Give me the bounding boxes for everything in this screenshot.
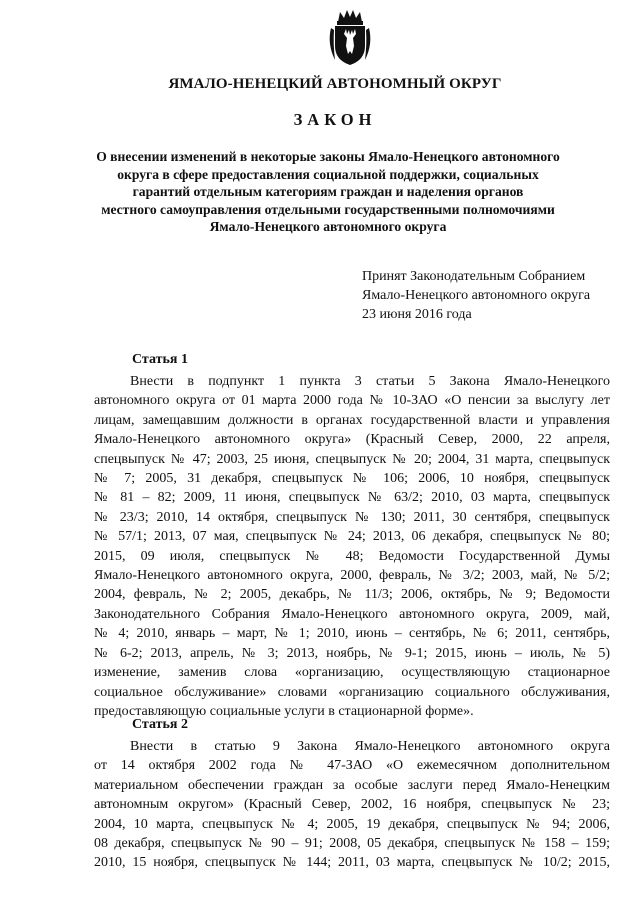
text-line: автономным округом» (Красный Север, 2002, 16 ноября, спецвыпуск № 23; <box>94 797 610 813</box>
law-title <box>78 148 578 236</box>
text-line: 2010, 15 ноября, спецвыпуск № 144; 2011, 03 марта, спецвыпуск № 10/2; 2015, <box>94 855 610 871</box>
text-line: от 14 октября 2002 года № 47-ЗАО «О ежемесячном дополнительном <box>94 758 610 774</box>
text-line: предоставляющую социальные услуги в стационарной форме». <box>94 703 474 719</box>
article-2-heading: Статья 2 <box>132 717 188 732</box>
text-line: 2004, 10 марта, спецвыпуск № 4; 2005, 19 декабря, спецвыпуск № 94; 2006, <box>94 816 610 832</box>
law-title-line: О внесении изменений в некоторые законы Ямало-Ненецкого автономного <box>96 149 560 164</box>
document-type: ЗАКОН <box>293 110 377 129</box>
article-1-heading: Статья 1 <box>132 352 188 367</box>
coat-of-arms-icon <box>325 8 375 68</box>
law-title-line: гарантий отдельным категориям граждан и наделения органов <box>132 184 524 199</box>
law-title-line: округа в сфере предоставления социальной поддержки, социальных <box>117 166 539 182</box>
text-line: 2004, февраль, № 2; 2005, декабрь, № 11/3; 2006, октябрь, № 9; Ведомости <box>94 587 610 603</box>
text-line: автономного округа от 01 марта 2000 года № 10-ЗАО «О пенсии за выслугу лет <box>94 393 610 409</box>
text-line: спецвыпуск № 47; 2003, 25 июня, спецвыпуск № 20; 2004, 31 марта, спецвыпуск <box>94 451 610 467</box>
law-title-line: Ямало-Ненецкого автономного округа <box>209 219 447 234</box>
article-2-text <box>94 737 610 873</box>
text-line: 2015, 09 июля, спецвыпуск № 48; Ведомости Государственной Думы <box>94 548 610 564</box>
text-line: № 6-2; 2013, апрель, № 3; 2013, ноябрь, № 9-1; 2015, июнь – июль, № 5) <box>94 645 610 661</box>
region-name: ЯМАЛО-НЕНЕЦКИЙ АВТОНОМНЫЙ ОКРУГ <box>168 76 502 92</box>
text-line: 08 декабря, спецвыпуск № 90 – 91; 2008, 05 декабря, спецвыпуск № 158 – 159; <box>94 836 610 852</box>
text-line: Ямало-Ненецкого автономного округа» (Красный Север, 2000, 22 апреля, <box>94 432 610 448</box>
adoption-line: 23 июня 2016 года <box>362 307 472 322</box>
adoption-note <box>362 267 590 324</box>
text-line: социальное обслуживание» словами «организацию социального обслуживания, <box>94 684 610 700</box>
text-line: Внести в статью 9 Закона Ямало-Ненецкого автономного округа <box>130 739 610 754</box>
law-title-line: местного самоуправления отдельными государственными полномочиями <box>101 201 555 217</box>
text-line: лицам, замещавшим должности в органах государственной власти и управления <box>94 412 610 428</box>
text-line: Законодательного Собрания Ямало-Ненецкого автономного округа, 2009, май, <box>94 606 610 622</box>
text-line: Ямало-Ненецкого автономного округа, 2000, февраль, № 3/2; 2003, май, № 5/2; <box>94 568 610 584</box>
adoption-line: Принят Законодательным Собранием <box>362 269 586 284</box>
text-line: материальном обеспечении граждан за особые заслуги перед Ямало-Ненецким <box>94 777 610 793</box>
article-1-text <box>94 372 610 721</box>
adoption-line: Ямало-Ненецкого автономного округа <box>362 288 591 303</box>
text-line: № 57/1; 2013, 07 мая, спецвыпуск № 24; 2013, 06 декабря, спецвыпуск № 80; <box>94 529 610 545</box>
text-line: № 4; 2010, январь – март, № 1; 2010, июнь – сентябрь, № 6; 2011, сентябрь, <box>94 626 610 642</box>
text-line: изменение, заменив слова «организацию, осуществляющую стационарное <box>94 665 610 681</box>
text-line: Внести в подпункт 1 пункта 3 статьи 5 Закона Ямало-Ненецкого <box>130 374 610 389</box>
text-line: № 81 – 82; 2009, 11 июня, спецвыпуск № 63/2; 2010, 03 марта, спецвыпуск <box>94 490 610 506</box>
text-line: № 23/3; 2010, 14 октября, спецвыпуск № 130; 2011, 30 сентября, спецвыпуск <box>94 509 610 525</box>
text-line: № 7; 2005, 31 декабря, спецвыпуск № 106; 2006, 10 ноября, спецвыпуск <box>94 471 610 487</box>
